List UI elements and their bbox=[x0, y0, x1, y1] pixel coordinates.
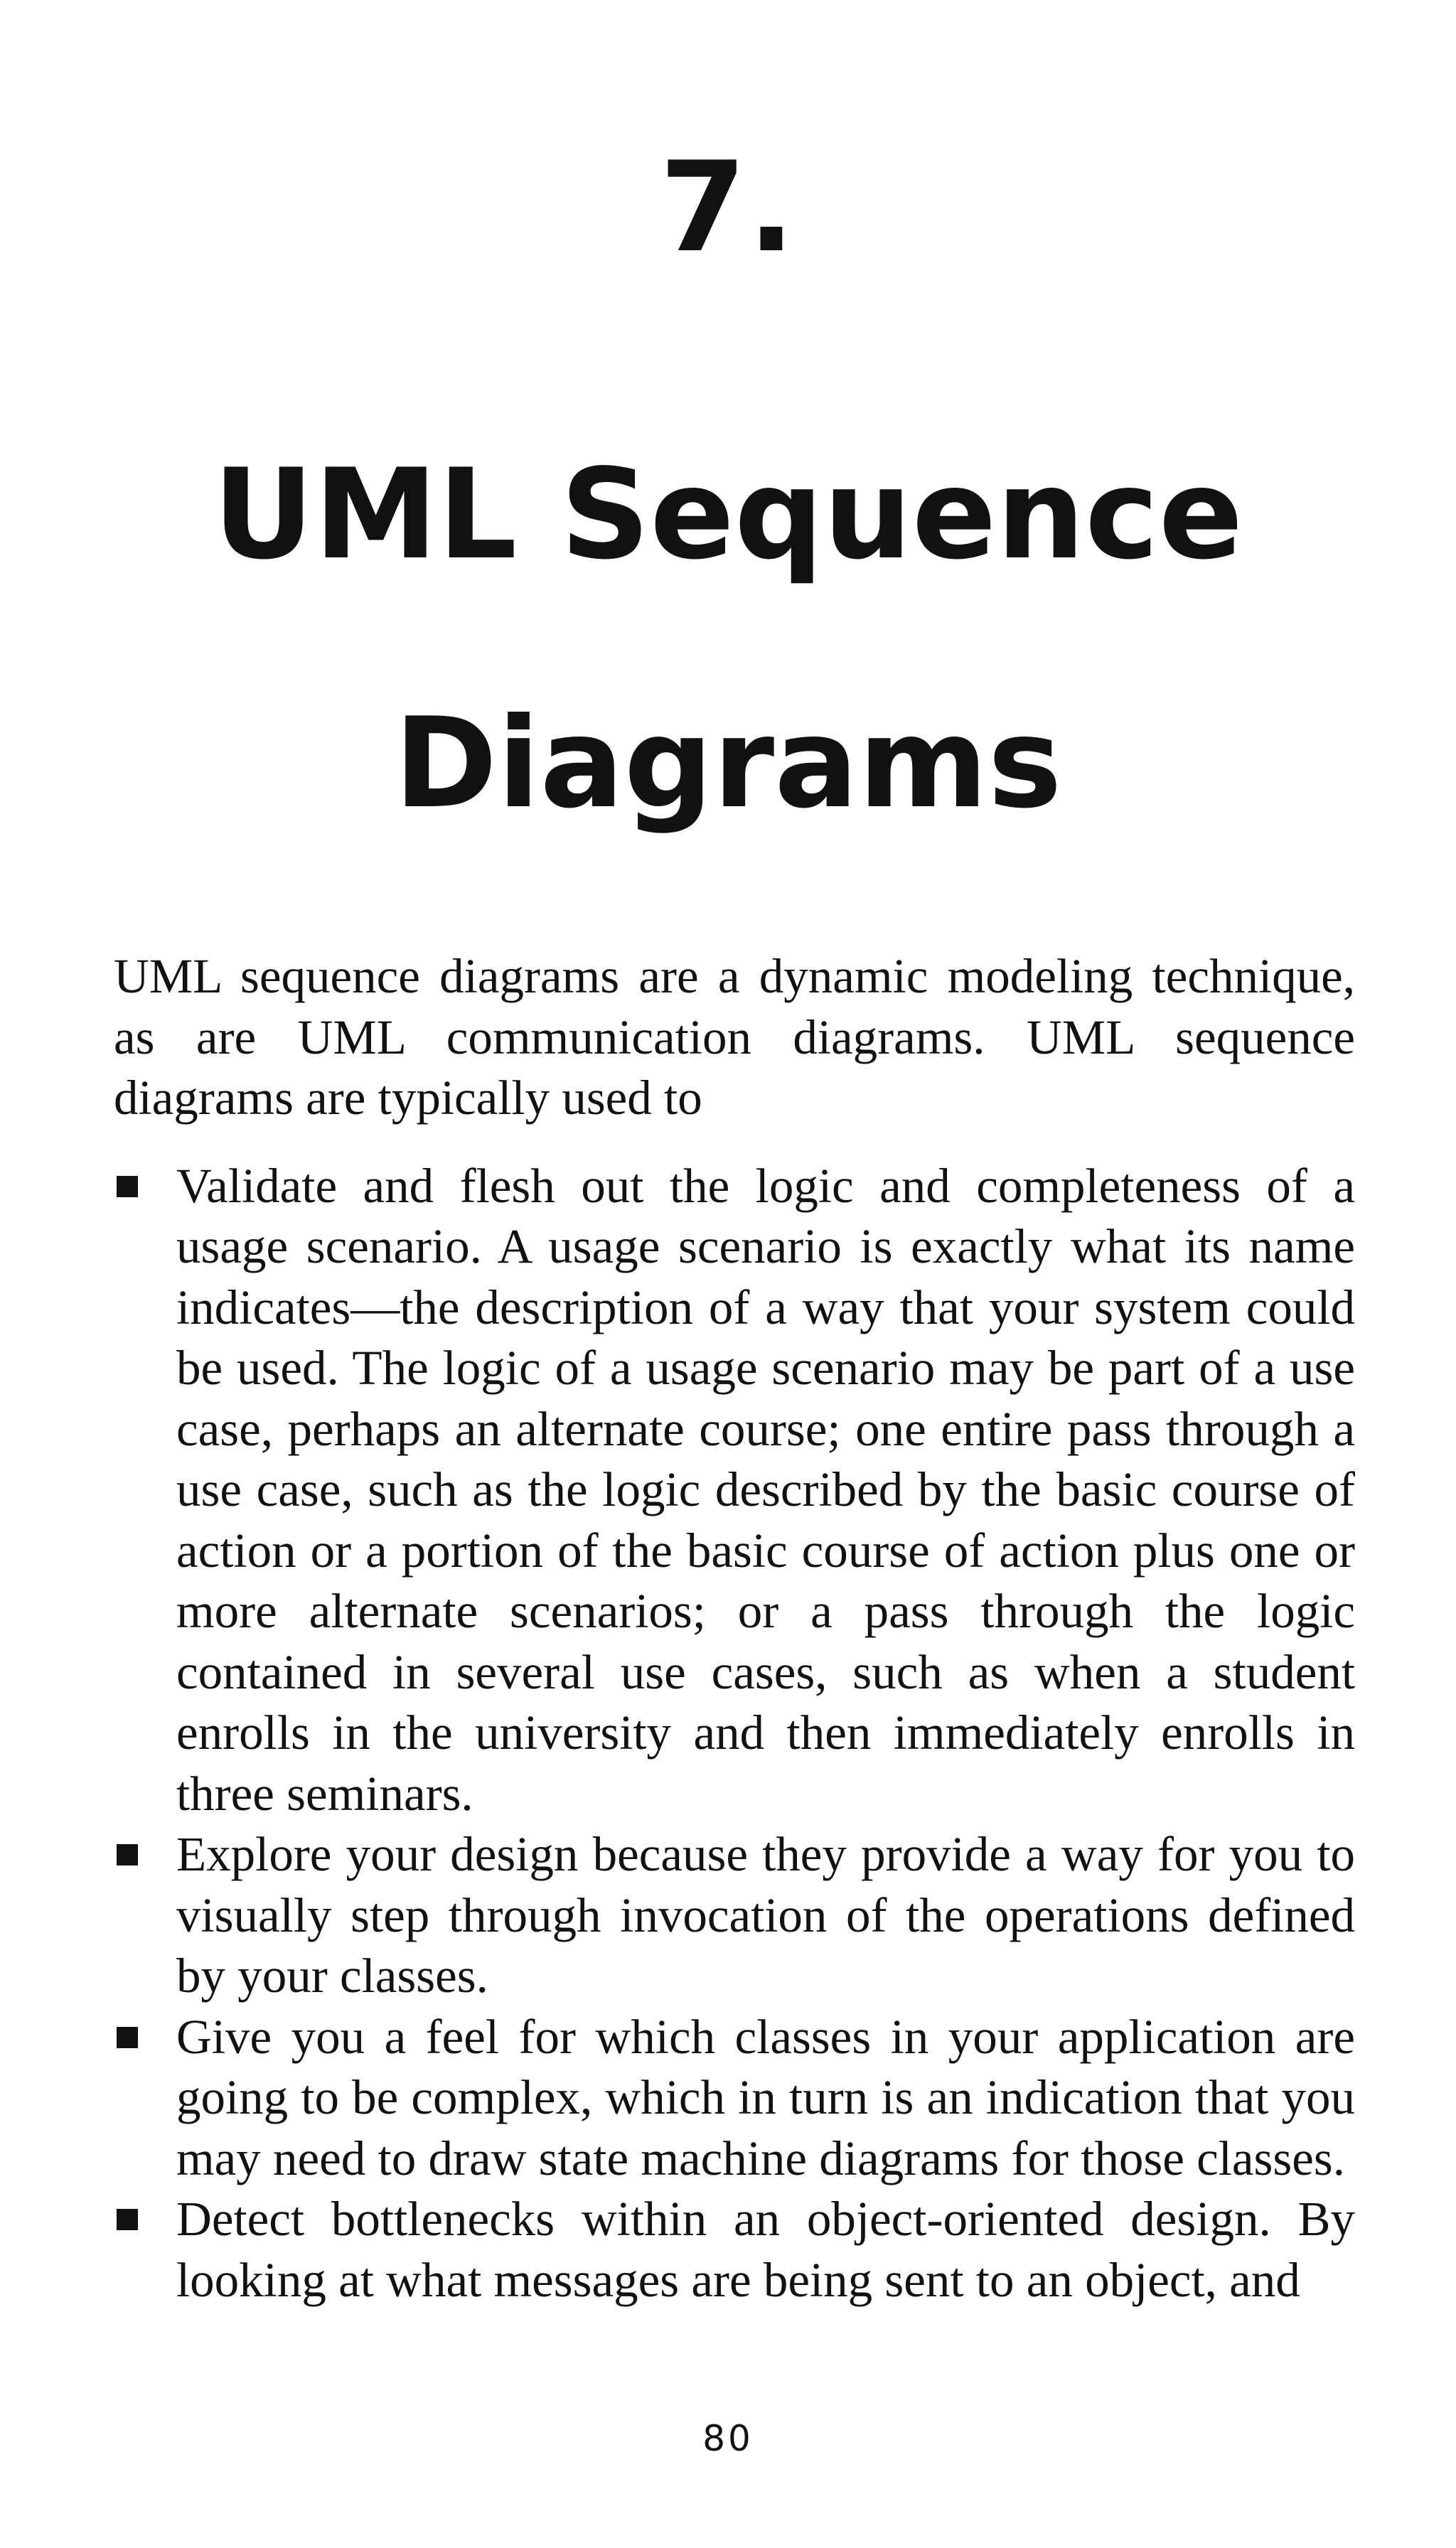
list-item-text: Give you a feel for which classes in your application are going to be complex, which in turn is an indication that you may need to draw state machine diagrams for those classes. bbox=[176, 2009, 1355, 2185]
chapter-number: 7. bbox=[659, 136, 797, 280]
chapter-title bbox=[0, 391, 1456, 889]
list-item bbox=[114, 1156, 1355, 1825]
list-item bbox=[114, 2189, 1355, 2311]
chapter-title-line-2: Diagrams bbox=[394, 692, 1062, 836]
square-bullet-icon bbox=[117, 1176, 138, 1197]
list-item-text: Detect bottlenecks within an object-oriented design. By looking at what messages are being sent to an object, and bbox=[176, 2192, 1355, 2307]
body-text bbox=[114, 946, 1355, 2311]
list-item-text: Validate and flesh out the logic and completeness of a usage scenario. A usage scenario is exactly what its name indicates—the description of a way that your system could be used. The logic of a usage scenario may be part of a use case, perhaps an alternate course; one entire pass through a use case, such as the logic described by the basic course of action or a portion of the basic course of action plus one or more alternate scenarios; or a pass through the logic contained in several use cases, such as when a student enrolls in the university and then immediately enrolls in three seminars. bbox=[176, 1158, 1355, 1821]
page-number: 80 bbox=[702, 2418, 754, 2459]
bullet-list bbox=[114, 1156, 1355, 2311]
intro-paragraph: UML sequence diagrams are a dynamic modeling technique, as are UML communication diagrams. UML sequence diagrams are typically used to bbox=[114, 949, 1355, 1125]
square-bullet-icon bbox=[117, 2027, 138, 2048]
square-bullet-icon bbox=[117, 2209, 138, 2230]
list-item bbox=[114, 2007, 1355, 2190]
list-item bbox=[114, 1824, 1355, 2007]
chapter-title-line-1: UML Sequence bbox=[213, 443, 1243, 587]
square-bullet-icon bbox=[117, 1844, 138, 1866]
list-item-text: Explore your design because they provide a way for you to visually step through invocation of the operations defined by your classes. bbox=[176, 1827, 1355, 2003]
